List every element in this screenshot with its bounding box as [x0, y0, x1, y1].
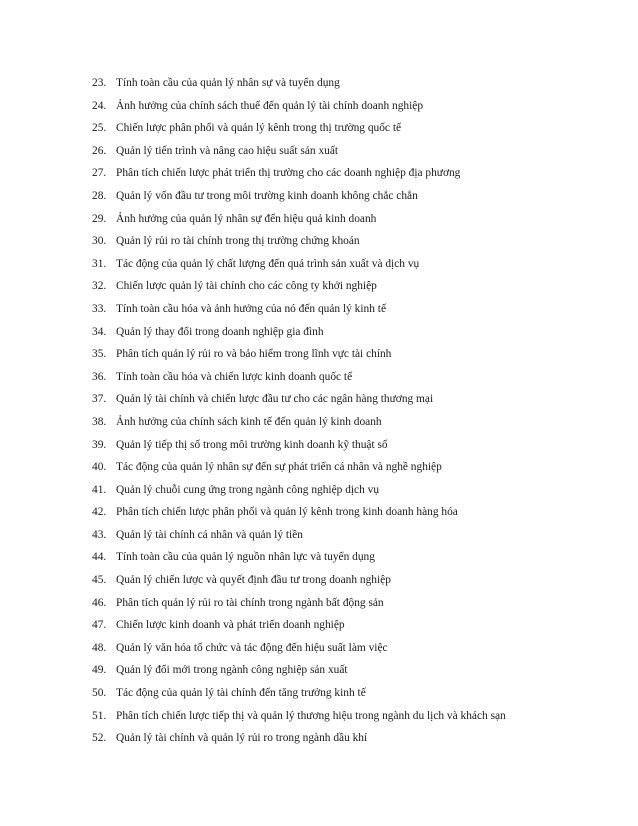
- item-number: 29.: [92, 212, 107, 225]
- list-item: [92, 72, 592, 95]
- item-number: 52.: [92, 732, 107, 745]
- item-text: Phân tích chiến lược phát triển thị trường cho các doanh nghiệp địa phương: [116, 167, 461, 180]
- item-number: 25.: [92, 122, 107, 135]
- item-text: Quản lý văn hóa tổ chức và tác động đến hiệu suất làm việc: [116, 641, 388, 654]
- list-item: [92, 388, 592, 411]
- item-text: Quản lý chuỗi cung ứng trong ngành công nghiệp dịch vụ: [116, 483, 380, 496]
- item-number: 49.: [92, 664, 107, 677]
- item-text: Phân tích quản lý rủi ro và bảo hiểm trong lĩnh vực tài chính: [116, 348, 392, 361]
- item-number: 23.: [92, 77, 107, 89]
- item-text: Tính toàn cầu của quản lý nguồn nhân lực và tuyển dụng: [116, 551, 375, 564]
- list-item: [92, 479, 592, 502]
- item-text: Quản lý thay đổi trong doanh nghiệp gia đình: [116, 325, 324, 338]
- item-text: Quản lý tài chính và chiến lược đầu tư cho các ngân hàng thương mại: [116, 393, 434, 406]
- item-number: 42.: [92, 506, 107, 519]
- item-number: 30.: [92, 235, 107, 248]
- item-number: 33.: [92, 302, 107, 315]
- item-text: Quản lý tài chính cá nhân và quản lý tiền: [116, 528, 303, 541]
- list-item: [92, 275, 592, 298]
- item-number: 40.: [92, 461, 107, 474]
- item-text: Tính toàn cầu hóa và chiến lược kinh doanh quốc tế: [116, 370, 353, 383]
- item-number: 46.: [92, 596, 107, 609]
- item-number: 45.: [92, 574, 107, 587]
- list-item: [92, 298, 592, 321]
- list-item: [92, 614, 592, 637]
- item-text: Quản lý rủi ro tài chính trong thị trường chứng khoán: [116, 235, 360, 248]
- item-number: 51.: [92, 709, 107, 722]
- list-item: [92, 117, 592, 140]
- item-number: 41.: [92, 483, 107, 496]
- list-item: [92, 727, 592, 750]
- item-text: Chiến lược kinh doanh và phát triển doanh nghiệp: [116, 619, 345, 632]
- list-item: [92, 230, 592, 253]
- item-text: Quản lý tiếp thị số trong môi trường kinh doanh kỹ thuật số: [116, 438, 388, 451]
- item-number: 28.: [92, 189, 107, 202]
- item-number: 50.: [92, 687, 107, 700]
- list-item: [92, 162, 592, 185]
- item-text: Tác động của quản lý nhân sự đến sự phát triển cá nhân và nghề nghiệp: [116, 461, 442, 474]
- topic-list: [92, 72, 592, 750]
- list-item: [92, 343, 592, 366]
- list-item: [92, 253, 592, 276]
- item-number: 43.: [92, 528, 107, 541]
- item-number: 48.: [92, 641, 107, 654]
- item-text: Chiến lược quản lý tài chính cho các công ty khởi nghiệp: [116, 280, 377, 293]
- item-number: 37.: [92, 393, 107, 406]
- item-text: Tính toàn cầu hóa và ảnh hưởng của nó đến quản lý kinh tế: [116, 302, 386, 315]
- item-text: Chiến lược phân phối và quản lý kênh trong thị trường quốc tế: [116, 122, 402, 135]
- item-number: 39.: [92, 438, 107, 451]
- item-text: Ảnh hưởng của chính sách thuế đến quản lý tài chính doanh nghiệp: [116, 99, 424, 112]
- list-item: [92, 434, 592, 457]
- item-number: 44.: [92, 551, 107, 564]
- list-item: [92, 95, 592, 118]
- list-item: [92, 524, 592, 547]
- list-item: [92, 321, 592, 344]
- item-number: 36.: [92, 370, 107, 383]
- item-number: 32.: [92, 280, 107, 293]
- list-item: [92, 140, 592, 163]
- item-number: 34.: [92, 325, 107, 338]
- list-item: [92, 705, 592, 728]
- list-item: [92, 456, 592, 479]
- item-text: Tác động của quản lý tài chính đến tăng trưởng kinh tế: [116, 687, 366, 700]
- list-item: [92, 411, 592, 434]
- item-text: Quản lý vốn đầu tư trong môi trường kinh doanh không chắc chắn: [116, 189, 418, 202]
- list-item: [92, 366, 592, 389]
- item-text: Quản lý đổi mới trong ngành công nghiệp sản xuất: [116, 664, 348, 677]
- list-item: [92, 569, 592, 592]
- item-number: 24.: [92, 99, 107, 112]
- item-text: Tác động của quản lý chất lượng đến quá trình sản xuất và dịch vụ: [116, 257, 420, 270]
- item-number: 47.: [92, 619, 107, 632]
- item-number: 35.: [92, 348, 107, 361]
- list-item: [92, 501, 592, 524]
- item-text: Ảnh hưởng của chính sách kinh tế đến quản lý kinh doanh: [116, 415, 382, 428]
- list-item: [92, 637, 592, 660]
- item-number: 38.: [92, 415, 107, 428]
- item-text: Quản lý tiến trình và nâng cao hiệu suất sản xuất: [116, 144, 339, 157]
- item-number: 26.: [92, 144, 107, 157]
- list-item: [92, 592, 592, 615]
- item-text: Phân tích quản lý rủi ro tài chính trong ngành bất động sản: [116, 596, 384, 609]
- item-text: Ảnh hưởng của quản lý nhân sự đến hiệu quả kinh doanh: [116, 212, 377, 225]
- item-text: Quản lý tài chính và quản lý rủi ro trong ngành dầu khí: [116, 732, 368, 745]
- item-number: 27.: [92, 167, 107, 180]
- list-item: [92, 682, 592, 705]
- item-number: 31.: [92, 257, 107, 270]
- list-item: [92, 185, 592, 208]
- list-item: [92, 546, 592, 569]
- item-text: Phân tích chiến lược phân phối và quản lý kênh trong kinh doanh hàng hóa: [116, 506, 458, 519]
- item-text: Phân tích chiến lược tiếp thị và quản lý thương hiệu trong ngành du lịch và khách sạn: [116, 709, 506, 722]
- item-text: Tính toàn cầu của quản lý nhân sự và tuyển dụng: [116, 77, 340, 89]
- list-item: [92, 659, 592, 682]
- item-text: Quản lý chiến lược và quyết định đầu tư trong doanh nghiệp: [116, 574, 391, 587]
- list-item: [92, 208, 592, 231]
